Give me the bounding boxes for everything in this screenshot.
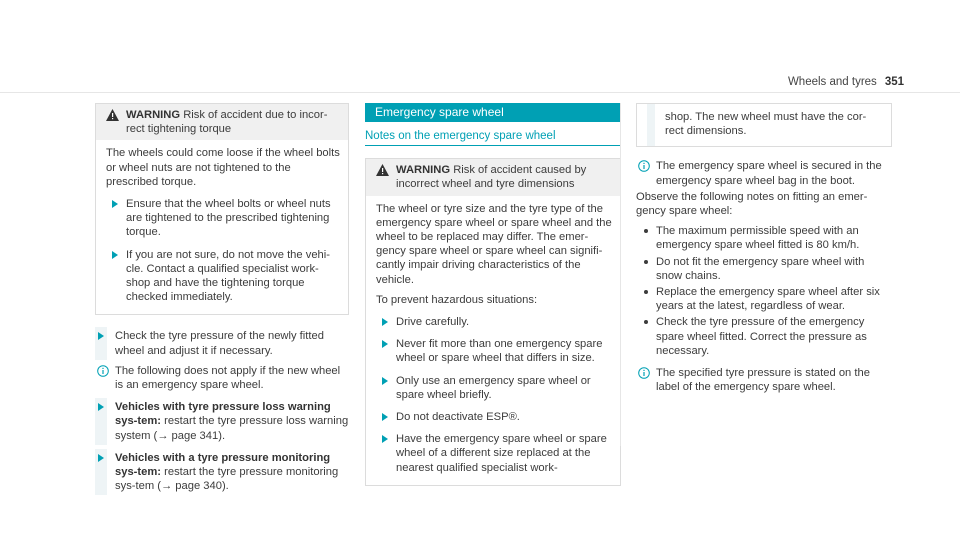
step-text: Drive carefully. <box>396 316 470 329</box>
page-header <box>788 75 904 89</box>
step-text: restart the tyre pressure loss warning system (→ page 341). <box>115 415 349 442</box>
page-number: 351 <box>884 76 904 88</box>
bullet-icon <box>644 290 648 294</box>
warning-continuation <box>636 103 892 147</box>
warning-title-line-2: incorrect wheel and tyre dimensions <box>396 178 575 191</box>
column-divider <box>620 103 621 446</box>
arrow-icon <box>382 340 388 348</box>
instruction-step <box>376 432 612 475</box>
bullet-text: Check the tyre pressure of the emergency spare wheel fitted. Correct the pressure as necessary. <box>656 316 867 357</box>
arrow-icon <box>382 413 388 421</box>
instruction-step-monitoring <box>95 451 349 494</box>
step-text: restart the tyre pressure monitoring sys-tem (→ page 340). <box>115 466 339 493</box>
bullet-text: Do not fit the emergency spare wheel with snow chains. <box>656 255 865 282</box>
warning-body <box>96 140 348 314</box>
subheading: Notes on the emergency spare wheel <box>365 129 621 146</box>
warning-text: The wheels could come loose if the wheel bolts or wheel nuts are not tightened to the prescribed torque. <box>106 147 340 188</box>
arrow-icon <box>382 435 388 443</box>
step-text: Do not deactivate ESP®. <box>396 411 520 424</box>
info-text: The specified tyre pressure is stated on the label of the emergency spare wheel. <box>656 367 870 394</box>
list-item <box>636 315 892 358</box>
step-bold-lead: Vehicles with a tyre pressure monitoring sys-tem: <box>115 451 331 479</box>
arrow-icon <box>98 403 104 411</box>
info-note <box>636 159 892 187</box>
bullet-text: Replace the emergency spare wheel after six years at the latest, regardless of wear. <box>656 286 880 313</box>
observe-text: Observe the following notes on fitting an emer-gency spare wheel: <box>636 190 868 218</box>
header-section-title: Wheels and tyres <box>787 76 877 88</box>
instruction-step <box>106 197 340 240</box>
bullet-text: The maximum permissible speed with an emergency spare wheel fitted is 80 km/h. <box>656 225 860 252</box>
warning-title-line-1: Risk of accident due to incor- <box>183 109 328 121</box>
step-text: Have the emergency spare wheel or spare wheel of a different size replaced at the nearest qualified specialist work- <box>396 433 607 474</box>
warning-header <box>366 159 620 195</box>
arrow-icon <box>112 200 118 208</box>
info-note <box>636 366 892 394</box>
step-text: Never fit more than one emergency spare wheel or spare wheel that differs in size. <box>396 338 603 365</box>
list-item <box>636 285 892 313</box>
instruction-step <box>376 315 612 329</box>
instruction-step <box>376 337 612 365</box>
column-1 <box>95 103 349 493</box>
column-3 <box>636 103 892 394</box>
warning-label: WARNING <box>126 109 181 121</box>
list-item <box>636 224 892 252</box>
instruction-step-loss-warning <box>95 400 349 443</box>
arrow-icon <box>112 251 118 259</box>
step-text: Only use an emergency spare wheel or spare wheel briefly. <box>396 374 591 401</box>
step-bold-lead: Vehicles with tyre pressure loss warning sys-tem: <box>115 401 331 428</box>
warning-box-torque <box>95 103 349 315</box>
info-icon <box>638 367 650 379</box>
arrow-icon <box>382 377 388 385</box>
arrow-icon <box>98 454 104 462</box>
instruction-step-check-pressure <box>95 329 349 357</box>
arrow-icon <box>98 332 104 340</box>
info-text: The emergency spare wheel is secured in the emergency spare wheel bag in the boot. <box>656 160 882 187</box>
bullet-icon <box>644 229 648 233</box>
info-text: The following does not apply if the new wheel is an emergency spare wheel. <box>115 364 341 392</box>
warning-title-line-2: rect tightening torque <box>126 123 232 136</box>
warning-body <box>366 196 620 485</box>
step-text: Check the tyre pressure of the newly fitted wheel and adjust it if necessary. <box>115 330 324 357</box>
warning-text: The wheel or tyre size and the tyre type of the emergency spare wheel or spare wheel and the wheel to be replaced may differ. The emer-gency spare wheel or spare wheel can signifi-cantly impair driving characteristics of the vehicle. <box>376 202 612 286</box>
info-note <box>95 364 349 392</box>
info-icon <box>638 160 650 172</box>
warning-triangle-icon <box>106 109 119 121</box>
instruction-step <box>376 410 612 424</box>
warning-header <box>96 104 348 140</box>
warning-title-line-1: Risk of accident caused by <box>453 164 587 177</box>
section-title: Emergency spare wheel <box>365 103 621 122</box>
list-item <box>636 255 892 283</box>
warning-intro: To prevent hazardous situations: <box>376 293 538 306</box>
step-text: If you are not sure, do not move the vehi-cle. Contact a qualified specialist work-shop and have the tightening torque checked immediately. <box>126 248 330 304</box>
bullet-icon <box>644 320 648 324</box>
warning-box-dimensions <box>365 158 621 486</box>
info-icon <box>97 365 109 377</box>
continuation-text: shop. The new wheel must have the cor-rect dimensions. <box>665 111 867 138</box>
column-2 <box>365 103 621 486</box>
warning-triangle-icon <box>376 164 389 176</box>
header-divider <box>0 92 960 93</box>
arrow-icon <box>382 318 388 326</box>
instruction-step <box>376 374 612 402</box>
warning-label: WARNING <box>396 164 451 177</box>
step-text: Ensure that the wheel bolts or wheel nuts are tightened to the prescribed tightening torque. <box>126 198 331 239</box>
bullet-icon <box>644 260 648 264</box>
instruction-step <box>106 248 340 305</box>
